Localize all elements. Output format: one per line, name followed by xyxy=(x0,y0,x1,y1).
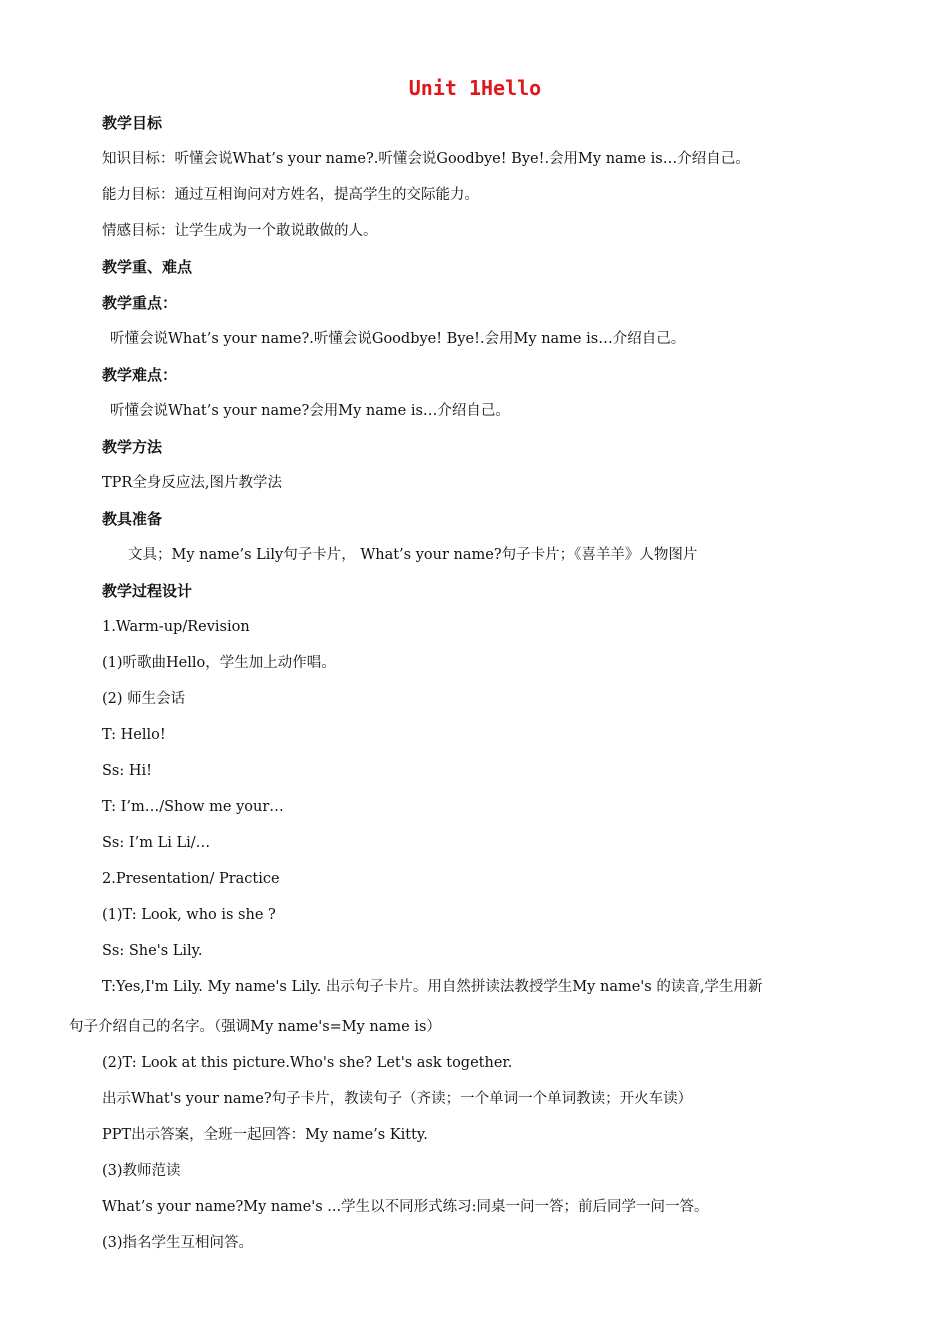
process-line: PPT出示答案，全班一起回答：My name’s Kitty. xyxy=(102,1127,428,1143)
tools-text: 文具；My name’s Lily句子卡片， What’s your name?句子卡片；《喜羊羊》人物图片 xyxy=(128,547,698,563)
method-heading: 教学方法 xyxy=(102,438,163,456)
process-line: T: I’m…/Show me your… xyxy=(102,799,284,815)
objective-emotion: 情感目标：让学生成为一个敢说敢做的人。 xyxy=(102,223,378,239)
objectives-heading: 教学目标 xyxy=(102,114,163,132)
key-points-text: 听懂会说What’s your name?.听懂会说Goodbye! Bye!.会用My name is…介绍自己。 xyxy=(110,331,686,347)
difficult-points-heading: 教学难点： xyxy=(102,366,178,384)
process-line: 1.Warm-up/Revision xyxy=(102,619,250,635)
key-difficult-heading: 教学重、难点 xyxy=(102,258,193,276)
difficult-points-text: 听懂会说What’s your name?会用My name is…介绍自己。 xyxy=(110,403,510,419)
objective-knowledge: 知识目标：听懂会说What’s your name?.听懂会说Goodbye! Bye!.会用My name is…介绍自己。 xyxy=(102,151,750,167)
process-line: 出示What's your name?句子卡片，教读句子（齐读；一个单词一个单词教读；开火车读） xyxy=(102,1091,693,1107)
key-points-heading: 教学重点： xyxy=(102,294,178,312)
objective-ability: 能力目标：通过互相询问对方姓名，提高学生的交际能力。 xyxy=(102,187,479,203)
process-line: Ss: Hi! xyxy=(102,763,152,779)
method-text: TPR全身反应法,图片教学法 xyxy=(102,475,282,491)
process-line: 2.Presentation/ Practice xyxy=(102,871,280,887)
tools-heading: 教具准备 xyxy=(102,510,163,528)
process-line: (3)指名学生互相问答。 xyxy=(102,1235,254,1251)
process-line: (2) 师生会话 xyxy=(102,691,186,707)
process-line: Ss: She's Lily. xyxy=(102,943,203,959)
process-line: (1)听歌曲Hello，学生加上动作唱。 xyxy=(102,655,336,671)
process-line: Ss: I’m Li Li/… xyxy=(102,835,211,851)
process-line: What’s your name?My name's ...学生以不同形式练习:同桌一问一答；前后同学一问一答。 xyxy=(102,1199,709,1215)
process-line: T:Yes,I'm Lily. My name's Lily. 出示句子卡片。用自然拼读法教授学生My name's 的读音,学生用新 xyxy=(102,979,763,995)
document-title: Unit 1Hello xyxy=(408,76,542,100)
process-line: (1)T: Look, who is she ? xyxy=(102,907,276,923)
process-line: 句子介绍自己的名字。（强调My name's=My name is） xyxy=(69,1019,441,1035)
process-line: (3)教师范读 xyxy=(102,1163,181,1179)
process-heading: 教学过程设计 xyxy=(102,582,193,600)
process-line: T: Hello! xyxy=(102,727,166,743)
process-line: (2)T: Look at this picture.Who's she? Let's ask together. xyxy=(102,1055,513,1071)
